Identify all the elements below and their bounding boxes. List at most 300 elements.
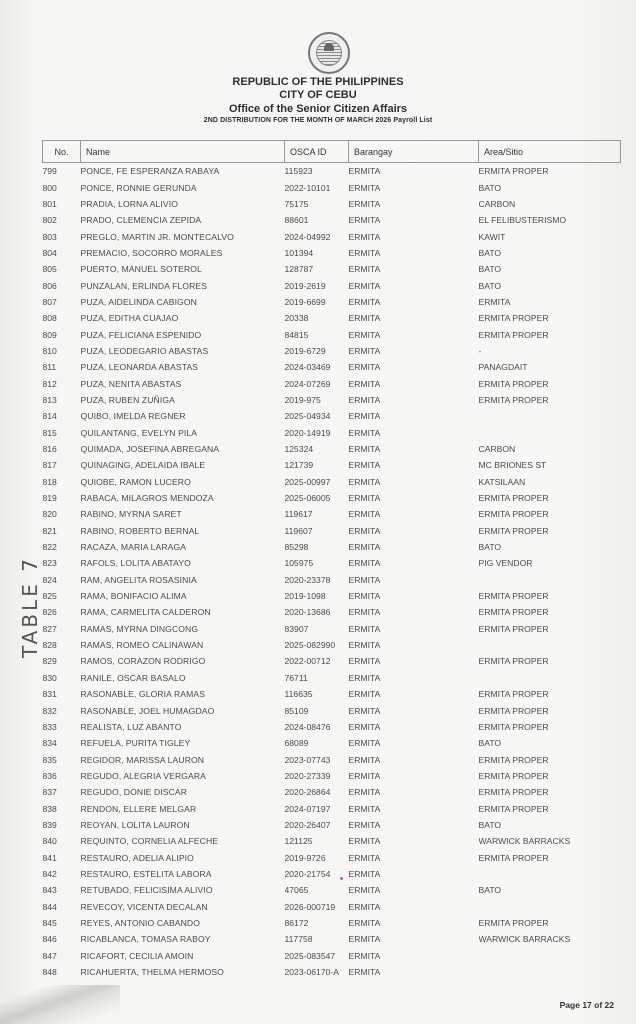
row-barangay: ERMITA (348, 231, 381, 242)
row-osca-id: 2020-27339 (284, 770, 331, 781)
row-name: RAMAS, ROMEO CALINAWAN (80, 640, 204, 651)
row-name: RASONABLE, JOEL HUMAGDAO (80, 705, 215, 716)
row-number: 827 (42, 623, 57, 634)
row-osca-id: 2025-083547 (284, 950, 336, 961)
column-header-area-sitio: Area/Sitio (479, 141, 621, 163)
row-area-sitio: ERMITA PROPER (478, 329, 549, 340)
table-row (43, 474, 621, 490)
table-row (43, 261, 621, 277)
row-name: RACAZA, MARIA LARAGA (80, 542, 187, 553)
row-name: PONCE, RONNIE GERUNDA (80, 182, 197, 193)
row-osca-id: 20338 (284, 313, 309, 324)
row-number: 816 (42, 444, 57, 455)
row-barangay: ERMITA (348, 770, 381, 781)
row-area-sitio: WARWICK BARRACKS (478, 836, 571, 847)
row-name: PONCE, FE ESPERANZA RABAYA (80, 166, 220, 177)
row-name: RAMA, CARMELITA CALDERON (80, 607, 211, 618)
row-osca-id: 2019-6729 (284, 345, 326, 356)
row-osca-id: 2019-6699 (284, 296, 326, 307)
table-row (43, 931, 621, 947)
row-number: 821 (42, 525, 57, 536)
row-osca-id: 88601 (284, 215, 309, 226)
row-name: QUILANTANG, EVELYN PILA (80, 427, 198, 438)
table-row (43, 163, 621, 180)
row-barangay: ERMITA (348, 705, 381, 716)
table-row (43, 408, 621, 424)
table-row (43, 588, 621, 604)
row-area-sitio: BATO (478, 885, 502, 896)
row-area-sitio: ERMITA PROPER (478, 721, 549, 732)
table-row (43, 277, 621, 293)
row-osca-id: 84815 (284, 329, 309, 340)
row-barangay: ERMITA (348, 967, 381, 978)
table-row (43, 768, 621, 784)
row-number: 832 (42, 705, 57, 716)
table-row (43, 179, 621, 195)
row-area-sitio: ERMITA PROPER (478, 656, 549, 667)
row-area-sitio (479, 964, 621, 980)
row-name: RICAHUERTA, THELMA HERMOSO (80, 967, 224, 978)
row-number: 812 (42, 378, 57, 389)
row-number: 828 (42, 640, 57, 651)
row-name: PUZA, LEODEGARIO ABASTAS (80, 345, 209, 356)
row-name: QUIBO, IMELDA REGNER (80, 411, 186, 422)
row-number: 803 (42, 231, 57, 242)
row-osca-id: 85109 (284, 705, 309, 716)
row-barangay: ERMITA (348, 574, 381, 585)
row-barangay: ERMITA (348, 656, 381, 667)
row-number: 819 (42, 493, 57, 504)
row-barangay: ERMITA (348, 542, 381, 553)
row-osca-id: 128787 (284, 264, 314, 275)
row-barangay: ERMITA (348, 623, 381, 634)
row-area-sitio: BATO (478, 819, 502, 830)
row-number: 817 (42, 460, 57, 471)
row-number: 840 (42, 836, 57, 847)
row-osca-id: 2023-07743 (284, 754, 331, 765)
row-osca-id: 2024-07269 (284, 378, 331, 389)
row-osca-id: 76711 (284, 672, 308, 683)
row-area-sitio: ERMITA PROPER (478, 689, 549, 700)
row-osca-id: 121739 (284, 460, 314, 471)
row-barangay: ERMITA (348, 166, 381, 177)
row-name: RASONABLE, GLORIA RAMAS (80, 689, 206, 700)
row-area-sitio: CARBON (478, 444, 516, 455)
row-barangay: ERMITA (348, 345, 381, 356)
row-name: PUZA, RUBEN ZUÑIGA (80, 394, 175, 405)
row-name: PUZA, EDITHA CUAJAO (80, 313, 179, 324)
row-number: 810 (42, 345, 57, 356)
row-name: PRADIA, LORNA ALIVIO (80, 198, 179, 209)
row-osca-id: 2019-1098 (284, 591, 326, 602)
row-area-sitio: - (478, 345, 482, 356)
row-area-sitio: BATO (478, 280, 502, 291)
row-number: 843 (42, 885, 57, 896)
row-number: 835 (42, 754, 57, 765)
row-area-sitio (479, 866, 621, 882)
row-number: 807 (42, 296, 57, 307)
table-row (43, 637, 621, 653)
row-osca-id: 2025-04934 (284, 411, 331, 422)
table-row (43, 915, 621, 931)
row-osca-id: 2019-2619 (284, 280, 326, 291)
row-osca-id: 119607 (284, 525, 313, 536)
row-name: RICABLANCA, TOMASA RABOY (80, 934, 211, 945)
row-name: PUZA, FELICIANA ESPENIDO (80, 329, 202, 340)
row-area-sitio: ERMITA PROPER (478, 787, 549, 798)
row-barangay: ERMITA (348, 754, 381, 765)
row-name: RAFOLS, LOLITA ABATAYO (80, 558, 191, 569)
table-row (43, 490, 621, 506)
table-body (43, 163, 621, 981)
row-barangay: ERMITA (348, 738, 381, 749)
row-barangay: ERMITA (348, 215, 381, 226)
row-osca-id: 2020-23378 (284, 574, 331, 585)
row-number: 847 (42, 950, 57, 961)
row-barangay: ERMITA (348, 444, 381, 455)
row-osca-id: 105975 (284, 558, 314, 569)
table-row (43, 866, 621, 882)
row-area-sitio: ERMITA PROPER (478, 607, 549, 618)
row-osca-id: 121125 (284, 836, 313, 847)
table-row (43, 751, 621, 767)
row-osca-id: 125324 (284, 444, 314, 455)
row-number: 814 (42, 411, 57, 422)
row-number: 824 (42, 574, 57, 585)
row-name: QUINAGING, ADELAIDA IBALE (80, 460, 206, 471)
row-barangay: ERMITA (348, 427, 381, 438)
table-row (43, 506, 621, 522)
row-name: REGIDOR, MARISSA LAURON (80, 754, 205, 765)
row-name: QUIOBE, RAMON LUCERO (80, 476, 191, 487)
table-row (43, 294, 621, 310)
row-name: RAMA, BONIFACIO ALIMA (80, 591, 187, 602)
row-area-sitio: ERMITA PROPER (478, 705, 549, 716)
table-row (43, 686, 621, 702)
row-name: PUERTO, MANUEL SOTEROL (80, 264, 202, 275)
row-osca-id: 116635 (284, 689, 313, 700)
row-barangay: ERMITA (348, 721, 381, 732)
table-row (43, 375, 621, 391)
row-barangay: ERMITA (348, 689, 381, 700)
row-osca-id: 68089 (284, 738, 309, 749)
table-row (43, 228, 621, 244)
row-osca-id: 2022-10101 (284, 182, 331, 193)
row-area-sitio: ERMITA PROPER (478, 525, 549, 536)
table-row (43, 964, 621, 980)
row-name: RESTAURO, ADELIA ALIPIO (80, 852, 194, 863)
table-row (43, 948, 621, 964)
table-row (43, 604, 621, 620)
row-name: RETUBADO, FELICISIMA ALIVIO (80, 885, 213, 896)
row-area-sitio: ERMITA PROPER (478, 770, 549, 781)
column-header-barangay: Barangay (349, 141, 479, 163)
handwritten-table-label: TABLE 7 (18, 556, 42, 658)
table-row (43, 784, 621, 800)
table-row (43, 817, 621, 833)
row-number: 825 (42, 591, 57, 602)
row-osca-id: 2025-06005 (284, 493, 331, 504)
row-area-sitio: ERMITA PROPER (478, 591, 549, 602)
row-barangay: ERMITA (348, 411, 381, 422)
row-barangay: ERMITA (348, 558, 381, 569)
row-osca-id: 2020-14919 (284, 427, 331, 438)
row-barangay: ERMITA (348, 247, 381, 258)
row-osca-id: 2022-00712 (284, 656, 331, 667)
table-row (43, 196, 621, 212)
row-area-sitio: BATO (478, 542, 502, 553)
row-number: 833 (42, 721, 57, 732)
row-barangay: ERMITA (348, 901, 381, 912)
row-area-sitio: KATSILAAN (478, 476, 526, 487)
row-area-sitio (479, 572, 621, 588)
row-number: 823 (42, 558, 57, 569)
row-number: 837 (42, 787, 57, 798)
row-number: 820 (42, 509, 57, 520)
row-number: 802 (42, 215, 57, 226)
table-row (43, 882, 621, 898)
table-row (43, 719, 621, 735)
row-area-sitio: ERMITA (478, 296, 511, 307)
row-osca-id: 2020-26864 (284, 787, 331, 798)
row-area-sitio (479, 670, 621, 686)
row-name: PUZA, NENITA ABASTAS (80, 378, 182, 389)
row-osca-id: 2024-07197 (284, 803, 331, 814)
row-area-sitio: ERMITA PROPER (478, 623, 549, 634)
row-number: 846 (42, 934, 57, 945)
row-area-sitio: ERMITA PROPER (478, 917, 549, 928)
row-number: 822 (42, 542, 57, 553)
table-row (43, 212, 621, 228)
table-row (43, 833, 621, 849)
table-row (43, 310, 621, 326)
row-osca-id: 2024-04992 (284, 231, 331, 242)
row-barangay: ERMITA (348, 313, 381, 324)
row-osca-id: 47065 (284, 885, 309, 896)
row-osca-id: 86172 (284, 917, 309, 928)
row-osca-id: 117758 (284, 934, 313, 945)
row-osca-id: 83907 (284, 623, 309, 634)
row-area-sitio (479, 425, 621, 441)
header-republic: REPUBLIC OF THE PHILIPPINES (232, 76, 404, 88)
row-number: 813 (42, 394, 57, 405)
row-barangay: ERMITA (348, 607, 381, 618)
table-row (43, 670, 621, 686)
table-row (43, 392, 621, 408)
row-name: REYES, ANTONIO CABANDO (80, 917, 201, 928)
row-name: RESTAURO, ESTELITA LABORA (80, 868, 212, 879)
row-osca-id: 2020-13686 (284, 607, 331, 618)
table-row (43, 326, 621, 342)
row-area-sitio (479, 408, 621, 424)
table-row (43, 555, 621, 571)
row-osca-id: 2019-975 (284, 394, 321, 405)
row-area-sitio (479, 948, 621, 964)
row-barangay: ERMITA (348, 329, 381, 340)
row-area-sitio: ERMITA PROPER (478, 509, 549, 520)
row-area-sitio: EL FELIBUSTERISMO (478, 215, 567, 226)
row-number: 805 (42, 264, 57, 275)
table-row (43, 702, 621, 718)
row-area-sitio: ERMITA PROPER (478, 313, 549, 324)
row-number: 838 (42, 803, 57, 814)
row-barangay: ERMITA (348, 591, 381, 602)
row-name: PRADO, CLEMENCIA ZEPIDA (80, 215, 202, 226)
row-barangay: ERMITA (348, 378, 381, 389)
table-row (43, 898, 621, 914)
row-number: 804 (42, 247, 57, 258)
row-area-sitio: ERMITA PROPER (478, 493, 549, 504)
row-number: 836 (42, 770, 57, 781)
row-number: 815 (42, 427, 57, 438)
row-number: 845 (42, 917, 57, 928)
table-row (43, 653, 621, 669)
row-number: 841 (42, 852, 57, 863)
row-barangay: ERMITA (348, 198, 381, 209)
row-barangay: ERMITA (348, 525, 381, 536)
table-row (43, 800, 621, 816)
row-area-sitio: MC BRIONES ST (478, 460, 547, 471)
row-name: REGUDO, DONIE DISCAR (80, 787, 188, 798)
row-osca-id: 2020-21754 (284, 868, 331, 879)
row-name: REVECOY, VICENTA DECALAN (80, 901, 208, 912)
row-osca-id: 2026-000719 (284, 901, 336, 912)
row-name: PREGLO, MARTIN JR. MONTECALVO (80, 231, 234, 242)
table-row (43, 735, 621, 751)
row-barangay: ERMITA (348, 852, 381, 863)
row-name: REFUELA, PURITA TIGLEY (80, 738, 191, 749)
row-osca-id: 2024-08476 (284, 721, 331, 732)
column-header-no: No. (43, 141, 81, 163)
row-barangay: ERMITA (348, 182, 381, 193)
row-number: 808 (42, 313, 57, 324)
row-area-sitio: PANAGDAIT (478, 362, 528, 373)
column-header-name: Name (81, 141, 285, 163)
row-name: RABACA, MILAGROS MENDOZA (80, 493, 214, 504)
table-row (43, 343, 621, 359)
row-name: RICAFORT, CECILIA AMOIN (80, 950, 194, 961)
row-number: 842 (42, 868, 57, 879)
row-name: REGUDO, ALEGRIA VERGARA (80, 770, 207, 781)
row-name: RAMAS, MYRNA DINGCONG (80, 623, 199, 634)
table-row (43, 441, 621, 457)
row-barangay: ERMITA (348, 917, 381, 928)
row-area-sitio: ERMITA PROPER (478, 754, 549, 765)
scan-smudge (0, 985, 120, 1024)
row-barangay: ERMITA (348, 362, 381, 373)
row-area-sitio: WARWICK BARRACKS (478, 934, 571, 945)
row-barangay: ERMITA (348, 394, 381, 405)
row-osca-id: 101394 (284, 247, 314, 258)
row-number: 830 (42, 672, 57, 683)
row-barangay: ERMITA (348, 819, 381, 830)
row-name: PUNZALAN, ERLINDA FLORES (80, 280, 208, 291)
row-number: 811 (42, 362, 57, 373)
row-barangay: ERMITA (348, 950, 381, 961)
row-name: RABINO, MYRNA SARET (80, 509, 182, 520)
row-barangay: ERMITA (348, 868, 381, 879)
row-name: PREMACIO, SOCORRO MORALES (80, 247, 223, 258)
row-area-sitio (479, 898, 621, 914)
row-name: PUZA, LEONARDA ABASTAS (80, 362, 199, 373)
row-osca-id: 2019-9726 (284, 852, 326, 863)
row-number: 844 (42, 901, 57, 912)
table-row (43, 572, 621, 588)
row-osca-id: 119617 (284, 509, 313, 520)
row-area-sitio: ERMITA PROPER (478, 803, 549, 814)
row-osca-id: 2020-26407 (284, 819, 331, 830)
row-number: 799 (42, 166, 57, 177)
table-row (43, 457, 621, 473)
row-name: PUZA, AIDELINDA CABIGON (80, 296, 197, 307)
row-barangay: ERMITA (348, 672, 381, 683)
row-area-sitio: BATO (478, 738, 502, 749)
row-number: 826 (42, 607, 57, 618)
row-barangay: ERMITA (348, 509, 381, 520)
row-osca-id: 115923 (284, 166, 313, 177)
row-osca-id: 75175 (284, 198, 309, 209)
row-number: 834 (42, 738, 57, 749)
row-name: REALISTA, LUZ ABANTO (80, 721, 182, 732)
table-row (43, 245, 621, 261)
row-area-sitio: ERMITA PROPER (478, 378, 549, 389)
page-number: Page 17 of 22 (559, 1000, 614, 1010)
row-area-sitio: KAWIT (478, 231, 506, 242)
table-row (43, 849, 621, 865)
header-list-title: 2ND DISTRIBUTION FOR THE MONTH OF MARCH 2026 Payroll List (203, 117, 433, 124)
row-name: RENDON, ELLERE MELGAR (80, 803, 197, 814)
ink-dot (340, 877, 343, 880)
row-area-sitio: ERMITA PROPER (478, 852, 549, 863)
row-area-sitio: CARBON (478, 198, 516, 209)
row-area-sitio: BATO (478, 264, 502, 275)
table-row (43, 523, 621, 539)
row-osca-id: 2025-082990 (284, 640, 336, 651)
column-header-osca-id: OSCA ID (285, 141, 349, 163)
row-number: 831 (42, 689, 57, 700)
header-office: Office of the Senior Citizen Affairs (228, 103, 408, 115)
row-name: RAMOS, CORAZON RODRIGO (80, 656, 206, 667)
row-barangay: ERMITA (348, 493, 381, 504)
seal-dome (324, 43, 334, 51)
table-row (43, 425, 621, 441)
table-row (43, 621, 621, 637)
row-number: 839 (42, 819, 57, 830)
row-number: 818 (42, 476, 57, 487)
row-osca-id: 2025-00997 (284, 476, 331, 487)
row-osca-id: 85298 (284, 542, 309, 553)
row-name: RABINO, ROBERTO BERNAL (80, 525, 200, 536)
row-number: 806 (42, 280, 57, 291)
row-number: 800 (42, 182, 57, 193)
row-osca-id: 2024-03469 (284, 362, 331, 373)
row-barangay: ERMITA (348, 640, 381, 651)
row-osca-id: 2023-06170-A (284, 967, 339, 978)
payroll-table (42, 140, 621, 980)
row-number: 809 (42, 329, 57, 340)
city-seal-icon (308, 32, 350, 74)
row-barangay: ERMITA (348, 264, 381, 275)
row-name: REQUINTO, CORNELIA ALFECHE (80, 836, 219, 847)
row-area-sitio: PIG VENDOR (478, 558, 533, 569)
row-number: 848 (42, 967, 57, 978)
row-barangay: ERMITA (348, 934, 381, 945)
row-name: RANILE, OSCAR BASALO (80, 672, 186, 683)
row-area-sitio: ERMITA PROPER (478, 394, 549, 405)
row-barangay: ERMITA (348, 296, 381, 307)
row-number: 801 (42, 198, 57, 209)
row-name: RAM, ANGELITA ROSASINIA (80, 574, 197, 585)
